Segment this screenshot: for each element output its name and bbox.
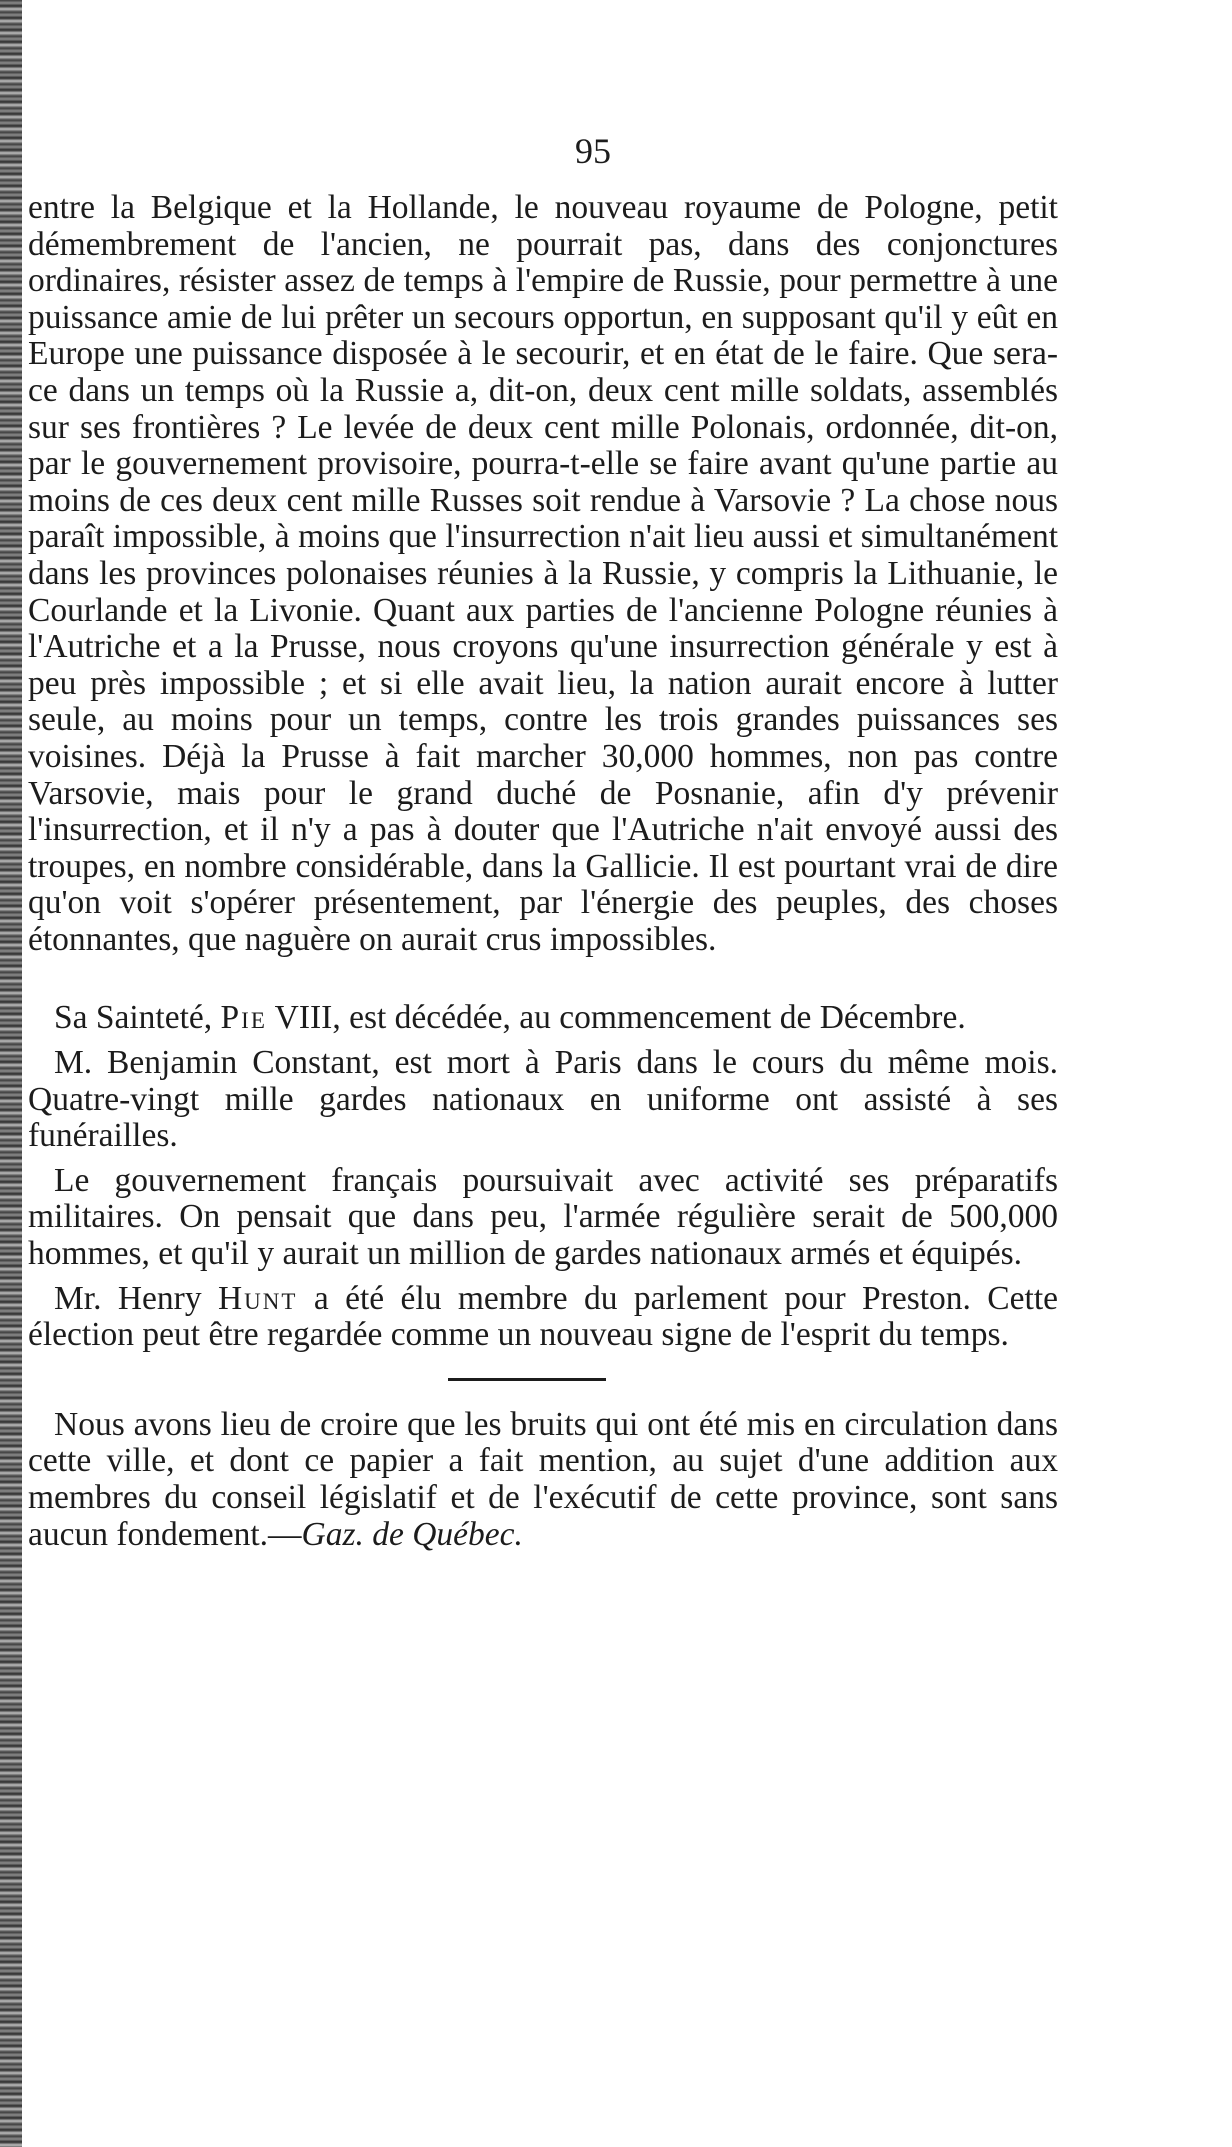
news-item-rumours	[28, 1407, 1058, 1553]
pope-name: Pie	[220, 999, 267, 1037]
hunt-text-after: a été élu membre du parlement pour Preston. Cette élection peut être regardée comme un nouveau signe de l'esprit du temps.	[28, 1279, 1059, 1354]
book-spine-edge	[0, 0, 22, 2147]
section-divider	[448, 1378, 606, 1381]
rumours-source: Gaz. de Québec.	[301, 1515, 523, 1553]
hunt-text-before: Mr. Henry	[54, 1279, 218, 1317]
news-item-pope	[28, 1000, 1058, 1037]
news-item-constant: M. Benjamin Constant, est mort à Paris dans le cours du même mois. Quatre-vingt mille gardes nationaux en uniforme ont assisté à ses funérailles.	[28, 1044, 1058, 1155]
pope-text-after: VIII, est décédée, au commencement de Décembre.	[266, 999, 966, 1037]
page-number: 95	[575, 131, 611, 171]
document-page	[28, 130, 1058, 1553]
article-paragraph: entre la Belgique et la Hollande, le nouveau royaume de Pologne, petit démembrement de l'ancien, ne pourrait pas, dans des conjonctures ordinaires, résister assez de temps à l'empire de Russie, pour permettre à une puissance amie de lui prêter un secours opportun, en supposant qu'il y eût en Europe une puissance disposée à le secourir, et en état de le faire. Que sera-ce dans un temps où la Russie a, dit-on, deux cent mille soldats, assemblés sur ses frontières ? Le levée de deux cent mille Polonais, ordonnée, dit-on, par le gouvernement provisoire, pourra-t-elle se faire avant qu'une partie au moins de ces deux cent mille Russes soit rendue à Varsovie ? La chose nous paraît impossible, à moins que l'insurrection n'ait lieu aussi et simultanément dans les provinces polonaises réunies à la Russie, y compris la Lithuanie, le Courlande et la Livonie. Quant aux parties de l'ancienne Pologne réunies à l'Autriche et a la Prusse, nous croyons qu'une insurrection générale y est à peu près impossible ; et si elle avait lieu, la nation aurait encore à lutter seule, au moins pour un temps, contre les trois grandes puissances ses voisines. Déjà la Prusse à fait marcher 30,000 hommes, non pas contre Varsovie, mais pour le grand duché de Posnanie, afin d'y prévenir l'insurrection, et il n'y a pas à douter que l'Autriche n'ait envoyé aussi des troupes, en nombre considérable, dans la Gallicie. Il est pourtant vrai de dire qu'on voit s'opérer présentement, par l'énergie des peuples, des choses étonnantes, que naguère on aurait crus impossibles.	[28, 189, 1058, 958]
hunt-name: Hunt	[217, 1279, 298, 1317]
rumours-text: Nous avons lieu de croire que les bruits qui ont été mis en circulation dans cette ville, et dont ce papier a fait mention, au sujet d'une addition aux membres du conseil législatif et de l'exécutif de cette province, sont sans aucun fondement.—	[28, 1405, 1058, 1553]
news-item-hunt	[28, 1281, 1058, 1354]
news-item-france: Le gouvernement français poursuivait avec activité ses préparatifs militaires. On pensait que dans peu, l'armée régulière serait de 500,000 hommes, et qu'il y aurait un million de gardes nationaux armés et équipés.	[28, 1161, 1058, 1273]
pope-text-before: Sa Sainteté,	[54, 999, 221, 1037]
